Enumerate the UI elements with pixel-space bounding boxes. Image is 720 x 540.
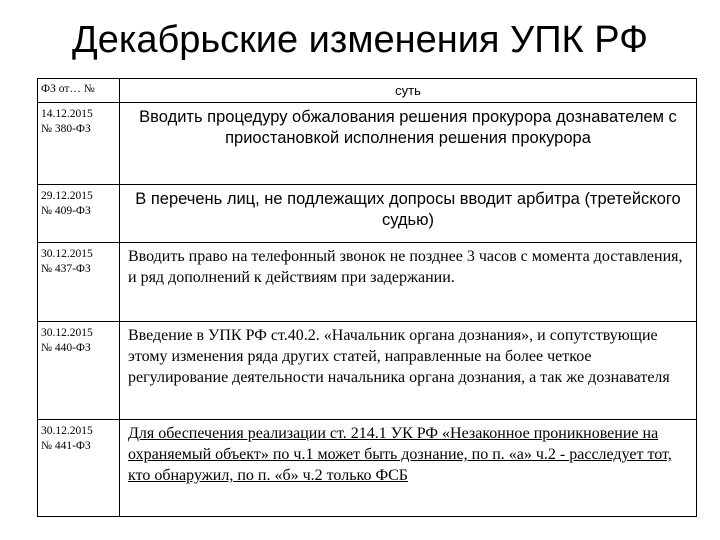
table-header-row: [38, 79, 697, 103]
essence-cell: [120, 322, 697, 420]
law-cell: [38, 185, 120, 243]
law-cell: [38, 103, 120, 185]
essence-cell: [120, 420, 697, 517]
header-essence-label: суть: [395, 83, 421, 98]
law-cell: [38, 322, 120, 420]
table-row: [38, 103, 697, 185]
law-cell: [38, 420, 120, 517]
table-row: [38, 185, 697, 243]
essence-text: Вводить процедуру обжалования решения прокурора дознавателем с приостановкой исполнения решения прокурора: [139, 108, 677, 147]
header-law-label: ФЗ от… №: [41, 83, 95, 95]
essence-cell: [120, 103, 697, 185]
header-law-cell: [38, 79, 120, 103]
law-reference: 14.12.2015 № 380-ФЗ: [41, 108, 93, 135]
essence-text: Введение в УПК РФ ст.40.2. «Начальник органа дознания», и сопутствующие этому изменения ряда других статей, направленные на более четкое регулирование деятельности начальника органа дознания, а так же дознавателя: [128, 327, 670, 386]
table-row: [38, 243, 697, 322]
table-row: [38, 420, 697, 517]
essence-text: Вводить право на телефонный звонок не позднее 3 часов с момента доставления, и ряд дополнений к действиям при задержании.: [128, 248, 683, 286]
header-essence-cell: [120, 79, 697, 103]
law-cell: [38, 243, 120, 322]
amendments-table: [37, 78, 697, 517]
essence-text: В перечень лиц, не подлежащих допросы вводит арбитра (третейского судью): [135, 190, 681, 229]
law-reference: 30.12.2015 № 440-ФЗ: [41, 327, 93, 354]
essence-cell: [120, 185, 697, 243]
table-row: [38, 322, 697, 420]
essence-text: Для обеспечения реализации ст. 214.1 УК РФ «Незаконное проникновение на охраняемый объект» по ч.1 может быть дознание, по п. «а» ч.2 - расследует тот, кто обнаружил, по п. «б» ч.2 только ФСБ: [128, 425, 672, 484]
essence-cell: [120, 243, 697, 322]
law-reference: 30.12.2015 № 441-ФЗ: [41, 425, 93, 452]
law-reference: 29.12.2015 № 409-ФЗ: [41, 190, 93, 217]
slide-title: Декабрьские изменения УПК РФ: [71, 19, 649, 61]
law-reference: 30.12.2015 № 437-ФЗ: [41, 248, 93, 275]
